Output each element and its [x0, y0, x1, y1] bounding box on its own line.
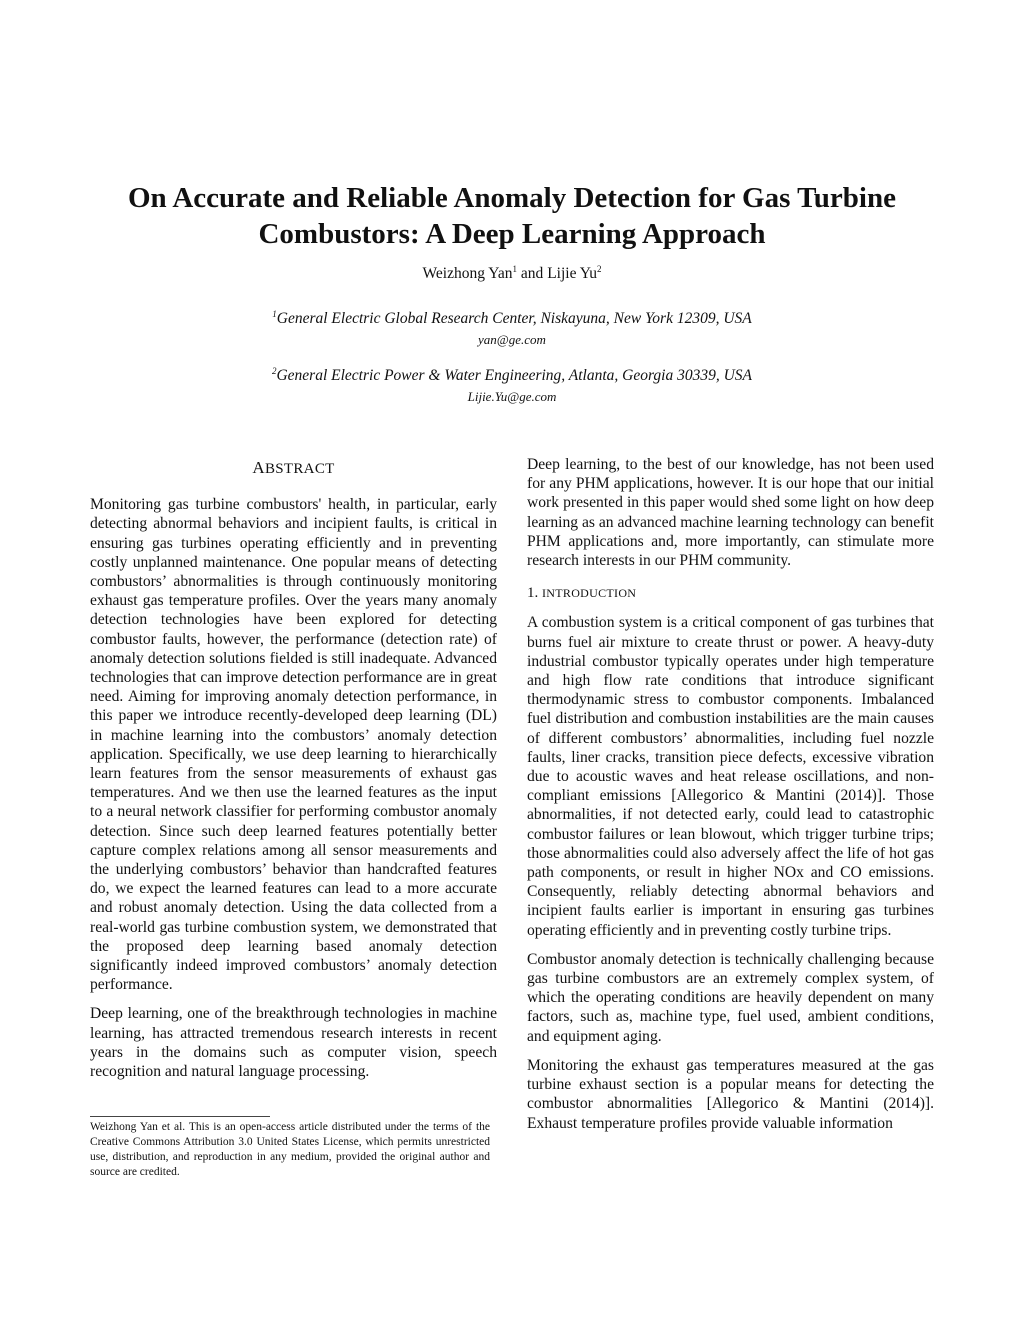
introduction-paragraph: A combustion system is a critical component of gas turbines that burns fuel air mixture to create thrust or power. A heavy-duty industrial combustor typically operates under high temperature and high flow rate conditions that introduce significant thermodynamic stress to combustor components. Imbalanced fuel distribution and combustion instabilities are the main causes of different combustors’ abnormalities, including fuel nozzle faults, liner cracks, transition piece defects, excessive vibration due to acoustic waves and heat release oscillations, and non-compliant emissions [Allegorico & Mantini (2014)]. Those abnormalities, if not detected early, could lead to catastrophic combustor failures or lean blowout, which trigger turbine trips; those abnormalities could also adversely affect the life of hot gas path components, or result in higher NOx and CO emissions. Consequently, reliably detecting abnormal behaviors and incipient faults earlier is important in ensuring gas turbines operating efficiently and in preventing costly turbine trips.: [527, 614, 934, 939]
affiliation-1: [0, 310, 1024, 348]
introduction-paragraph: Monitoring the exhaust gas temperatures measured at the gas turbine exhaust section is a popular means for detecting the combustor abnormalities [Allegorico & Mantini (2014)]. Exhaust temperature profiles provide valuable information: [527, 1056, 934, 1132]
author-name: Weizhong Yan: [422, 265, 513, 282]
paper-title: On Accurate and Reliable Anomaly Detection for Gas Turbine Combustors: A Deep Learning Approach: [128, 182, 896, 250]
affiliation-text: General Electric Global Research Center, Niskayuna, New York 12309, USA: [276, 310, 752, 327]
author-line: [0, 265, 1024, 283]
abstract-heading: [90, 458, 497, 479]
affiliation-2: [0, 367, 1024, 405]
section-label: INTRODUCTION: [542, 586, 637, 601]
affiliation-marker: 1: [512, 263, 518, 274]
author-name: Lijie Yu: [547, 265, 597, 282]
abstract-paragraph: Deep learning, one of the breakthrough technologies in machine learning, has attracted tremendous research interests in recent years in the domains such as computer vision, speech recognition and natural language processing.: [90, 1005, 497, 1081]
author-conjunction: and: [517, 265, 548, 282]
affiliation-marker: 1: [272, 308, 277, 319]
footnote: [90, 1116, 490, 1180]
left-column: [90, 455, 497, 1091]
introduction-heading: [527, 584, 934, 603]
footnote-text: Weizhong Yan et al. This is an open-access article distributed under the terms of the Creative Commons Attribution 3.0 United States License, which permits unrestricted use, distribution, and reproduction in any medium, provided the original author and source are credited.: [90, 1121, 490, 1178]
abstract-heading-initial: A: [252, 458, 265, 477]
abstract-heading-rest: BSTRACT: [264, 461, 335, 477]
abstract-paragraph: Deep learning, to the best of our knowledge, has not been used for any PHM applications, however. It is our hope that our initial work presented in this paper would shed some light on how deep learning as an advanced machine learning technology can benefit PHM applications and, more importantly, can stimulate more research interests in our PHM community.: [527, 456, 934, 570]
affiliation-text: General Electric Power & Water Engineering, Atlanta, Georgia 30339, USA: [276, 367, 753, 384]
author-email: Lijie.Yu@ge.com: [467, 389, 557, 404]
abstract-paragraph: Monitoring gas turbine combustors' health, in particular, early detecting abnormal behaviors and incipient faults, is critical in ensuring gas turbines operating efficiently and in preventing costly unplanned maintenance. One popular means of detecting combustors’ abnormalities is through continuously monitoring exhaust gas temperature profiles. Over the years many anomaly detection technologies have been explored for detecting combustor faults, however, the performance (detection rate) of anomaly detection solutions fielded is still inadequate. Advanced technologies that can improve detection performance are in great need. Aiming for improving anomaly detection performance, in this paper we introduce recently-developed deep learning (DL) in machine learning into the combustors’ anomaly detection application. Specifically, we use deep learning to hierarchically learn features from the sensor measurements of exhaust gas temperatures. And we then use the learned features as the input to a neural network classifier for performing combustor anomaly detection. Since such deep learned features potentially better capture complex relations among all sensor measurements and the underlying combustors’ behavior than handcrafted features do, we expect the learned features can lead to a more accurate and robust anomaly detection. Using the data collected from a real-world gas turbine combustion system, we demonstrated that the proposed deep learning based anomaly detection significantly indeed improved combustors’ anomaly detection performance.: [90, 496, 497, 994]
right-column: [527, 455, 934, 1143]
affiliation-marker: 2: [596, 263, 602, 274]
footnote-divider: [90, 1116, 270, 1117]
author-email: yan@ge.com: [478, 332, 546, 347]
introduction-paragraph: Combustor anomaly detection is technically challenging because gas turbine combustors are an extremely complex system, of which the operating conditions are heavily dependent on many factors, such as, machine type, fuel used, ambient conditions, and equipment aging.: [527, 950, 934, 1045]
affiliation-marker: 2: [271, 365, 277, 376]
section-number: 1.: [527, 585, 542, 602]
